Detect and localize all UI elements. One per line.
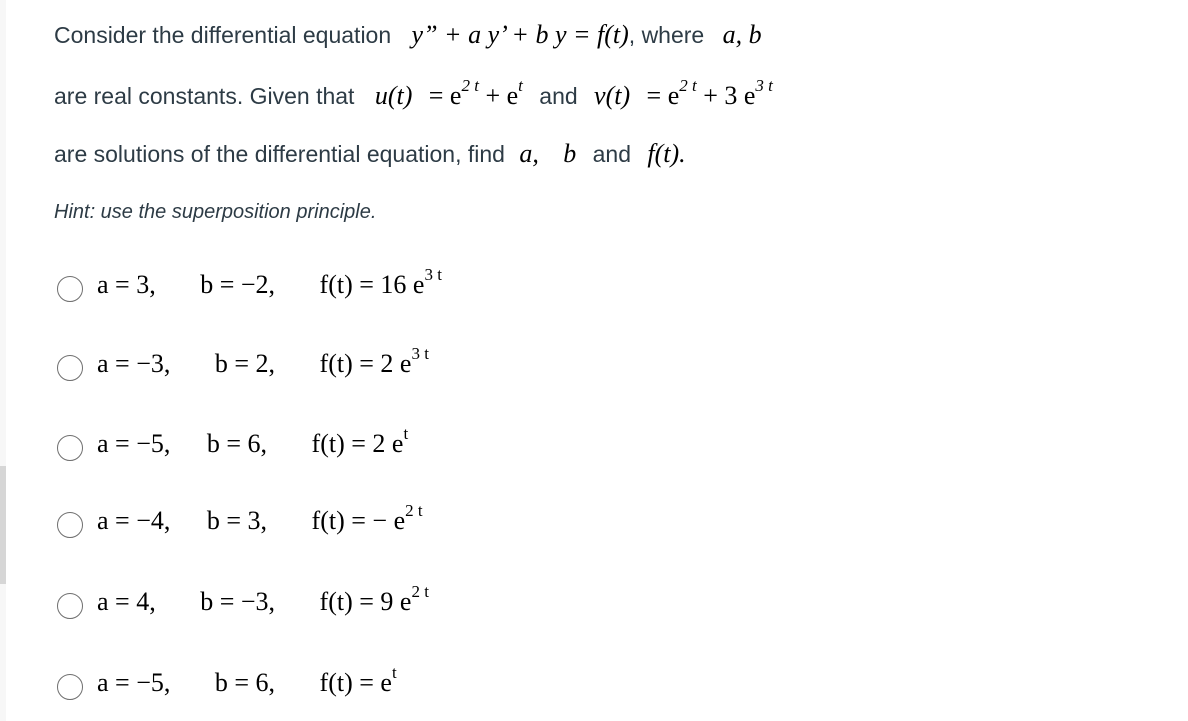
- option-a-value: a = −5,: [97, 429, 171, 458]
- v-function: v(t): [594, 81, 631, 110]
- option-math: [97, 344, 429, 379]
- forcing-function: f(t): [597, 20, 629, 49]
- scroll-indicator: [0, 466, 6, 584]
- option-math: [97, 501, 423, 536]
- option-f-value: $f(t) = e^t$: [319, 663, 397, 697]
- find-text: are solutions of the differential equation, find: [54, 141, 505, 167]
- question-line-3: [54, 141, 686, 167]
- option-math: [97, 265, 442, 300]
- radio-button[interactable]: [57, 276, 83, 302]
- where-text: , where: [628, 22, 705, 48]
- question-line-1: [54, 22, 762, 48]
- option-f-value: f(t) = 2 $e^t$: [311, 424, 409, 458]
- radio-button[interactable]: [57, 593, 83, 619]
- question-line-2: [54, 76, 773, 110]
- option-b-value: b = 3,: [206, 506, 268, 535]
- option-math: [97, 582, 429, 617]
- u-function: u(t): [374, 81, 413, 110]
- differential-equation: y” + a y’ + b y =: [411, 20, 598, 49]
- var-a: a,: [519, 139, 539, 168]
- option-f-value: f(t) = 16 $e^{3 t}$: [319, 265, 442, 299]
- option-a-value: a = −3,: [97, 349, 171, 378]
- var-b: b: [563, 139, 577, 168]
- radio-button[interactable]: [57, 355, 83, 381]
- option-b-value: b = 2,: [214, 349, 276, 378]
- radio-button[interactable]: [57, 435, 83, 461]
- option-a-value: a = −5,: [97, 668, 171, 697]
- radio-button[interactable]: [57, 674, 83, 700]
- option-a-value: a = 4,: [97, 587, 156, 616]
- v-expression: = $e^{2 t} + 3$ $e^{3 t}$: [646, 76, 773, 110]
- radio-button[interactable]: [57, 512, 83, 538]
- option-f-value: f(t) = 9 $e^{2 t}$: [319, 582, 429, 616]
- and-text-2: and: [592, 141, 631, 167]
- option-f-value: f(t) = 2 $e^{3 t}$: [319, 344, 429, 378]
- option-b-value: b = 6,: [214, 668, 276, 697]
- option-math: [97, 424, 409, 459]
- option-a-value: a = −4,: [97, 506, 171, 535]
- option-b-value: b = −3,: [200, 587, 276, 616]
- intro-text: Consider the differential equation: [54, 22, 392, 48]
- option-b-value: b = 6,: [206, 429, 268, 458]
- var-f: f(t).: [647, 139, 686, 168]
- option-b-value: b = −2,: [200, 270, 276, 299]
- option-a-value: a = 3,: [97, 270, 156, 299]
- hint-text: Hint: use the superposition principle.: [54, 201, 377, 223]
- option-f-value: f(t) = − $e^{2 t}$: [311, 501, 423, 535]
- left-border: [0, 0, 6, 721]
- given-text: are real constants. Given that: [54, 83, 355, 109]
- option-math: [97, 663, 397, 698]
- and-text: and: [539, 83, 578, 109]
- u-expression: = $e^{2 t} + e^t$: [428, 76, 523, 110]
- constants-ab: a, b: [722, 20, 762, 49]
